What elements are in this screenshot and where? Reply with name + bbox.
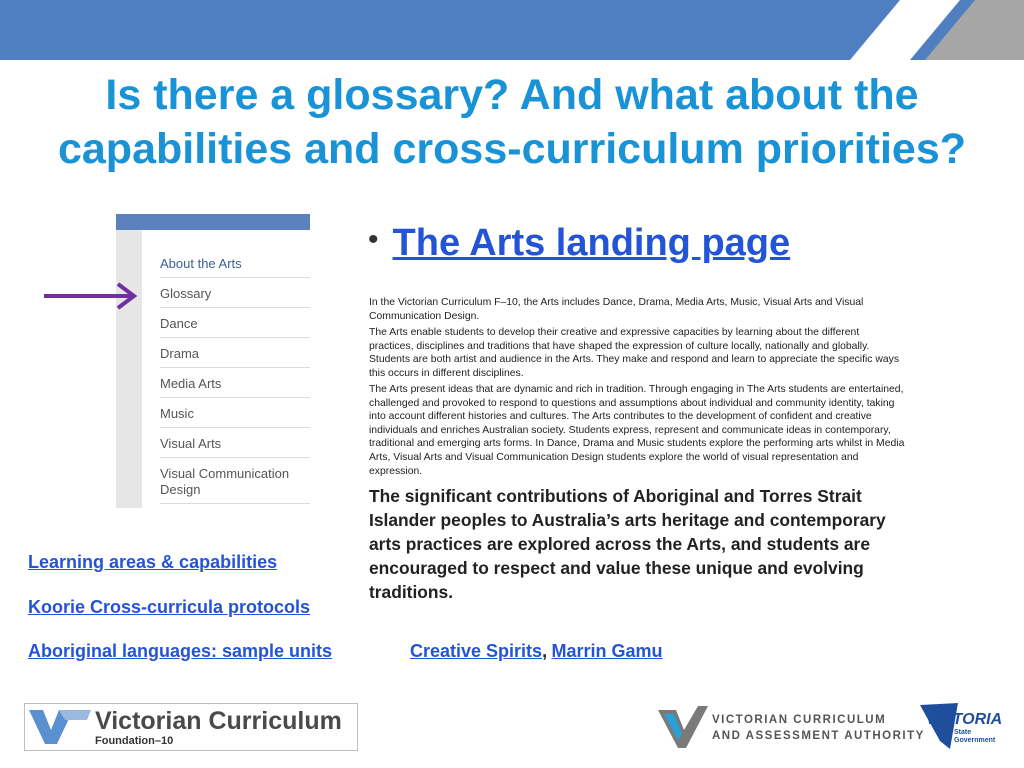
vcaa-check-logo-icon	[658, 706, 708, 748]
nav-panel	[116, 214, 310, 508]
vc-logo-subtitle: Foundation–10	[95, 735, 174, 747]
vic-logo-sub-line2: Government	[954, 737, 996, 744]
nav-item-dance[interactable]: Dance	[160, 314, 310, 338]
nav-item-media-arts[interactable]: Media Arts	[160, 374, 310, 398]
vcaa-logo-line1: VICTORIAN CURRICULUM	[712, 714, 887, 726]
learning-areas-link[interactable]: Learning areas & capabilities	[28, 552, 278, 572]
arts-landing-page-link[interactable]: The Arts landing page	[392, 222, 791, 264]
intro-paragraph: In the Victorian Curriculum F–10, the Arts includes Dance, Drama, Media Arts, Music, Visual Arts and Visual Communication Design.	[369, 297, 864, 322]
vcaa-logo	[658, 704, 925, 750]
vic-logo-word: VICTORIA	[926, 711, 1003, 728]
right-arrow-icon	[44, 282, 140, 315]
vic-logo-subtitle	[954, 729, 995, 745]
aboriginal-languages-link[interactable]: Aboriginal languages: sample units	[28, 641, 333, 661]
arts-landing-heading	[368, 222, 790, 265]
slide-title: Is there a glossary? And what about the capabilities and cross-curriculum priorities?	[57, 71, 967, 173]
nav-item-visual-communication-design[interactable]: Visual Communication Design	[160, 464, 310, 504]
nav-item-drama[interactable]: Drama	[160, 344, 310, 368]
arts-present-paragraph: The Arts present ideas that are dynamic and rich in tradition. Through engaging in The Arts students are entertained, challenged and provoked to respond to questions and assumptions about individual and community identity, taking into account different histories and cultures. The Arts contributes to the development of confident and creative individuals and enriches Australian society. Students express, represent and communicate ideas in contemporary, traditional and emerging arts forms. In Dance, Drama and Music students explore the performing arts whilst in Media Arts, Visual Arts and Visual Communication Design students explore the world of visual representation and expression.	[369, 384, 905, 477]
nav-item-music[interactable]: Music	[160, 404, 310, 428]
creative-spirits-link[interactable]: Creative Spirits	[410, 641, 543, 661]
vic-logo-sub-line1: State	[954, 729, 972, 736]
marrin-gamu-link[interactable]: Marrin Gamu	[551, 641, 663, 661]
arts-enable-paragraph: The Arts enable students to develop their creative and expressive capacities by learning about the different practices, disciplines and traditions that have shaped the expression of culture locally, nationally and globally. Students are both artist and audience in the Arts. They make and respond and learn to appreciate the specific ways this occurs in different disciplines.	[369, 327, 900, 379]
bullet-icon: •	[368, 223, 379, 256]
external-links-row	[410, 641, 663, 662]
aboriginal-contributions-paragraph: The significant contributions of Aboriginal and Torres Strait Islander peoples to Australia’s arts heritage and contemporary arts practices are explored across the Arts, and students are encouraged to respect and value these unique and evolving traditions.	[369, 486, 886, 602]
nav-panel-header	[116, 214, 310, 230]
vc-logo-name: Victorian Curriculum	[95, 707, 342, 735]
victorian-curriculum-logo	[24, 703, 358, 751]
link-separator: ,	[542, 641, 548, 661]
nav-item-glossary[interactable]: Glossary	[160, 284, 310, 308]
nav-panel-sidebar	[116, 230, 142, 508]
nav-item-visual-arts[interactable]: Visual Arts	[160, 434, 310, 458]
nav-menu	[160, 254, 310, 510]
vc-chevron-logo-icon	[29, 710, 91, 744]
top-banner	[0, 0, 1024, 60]
nav-item-about-the-arts[interactable]: About the Arts	[160, 254, 310, 278]
victoria-government-logo	[918, 701, 1004, 751]
vcaa-logo-line2: AND ASSESSMENT AUTHORITY	[712, 730, 925, 742]
koorie-protocols-link[interactable]: Koorie Cross-curricula protocols	[28, 597, 311, 617]
